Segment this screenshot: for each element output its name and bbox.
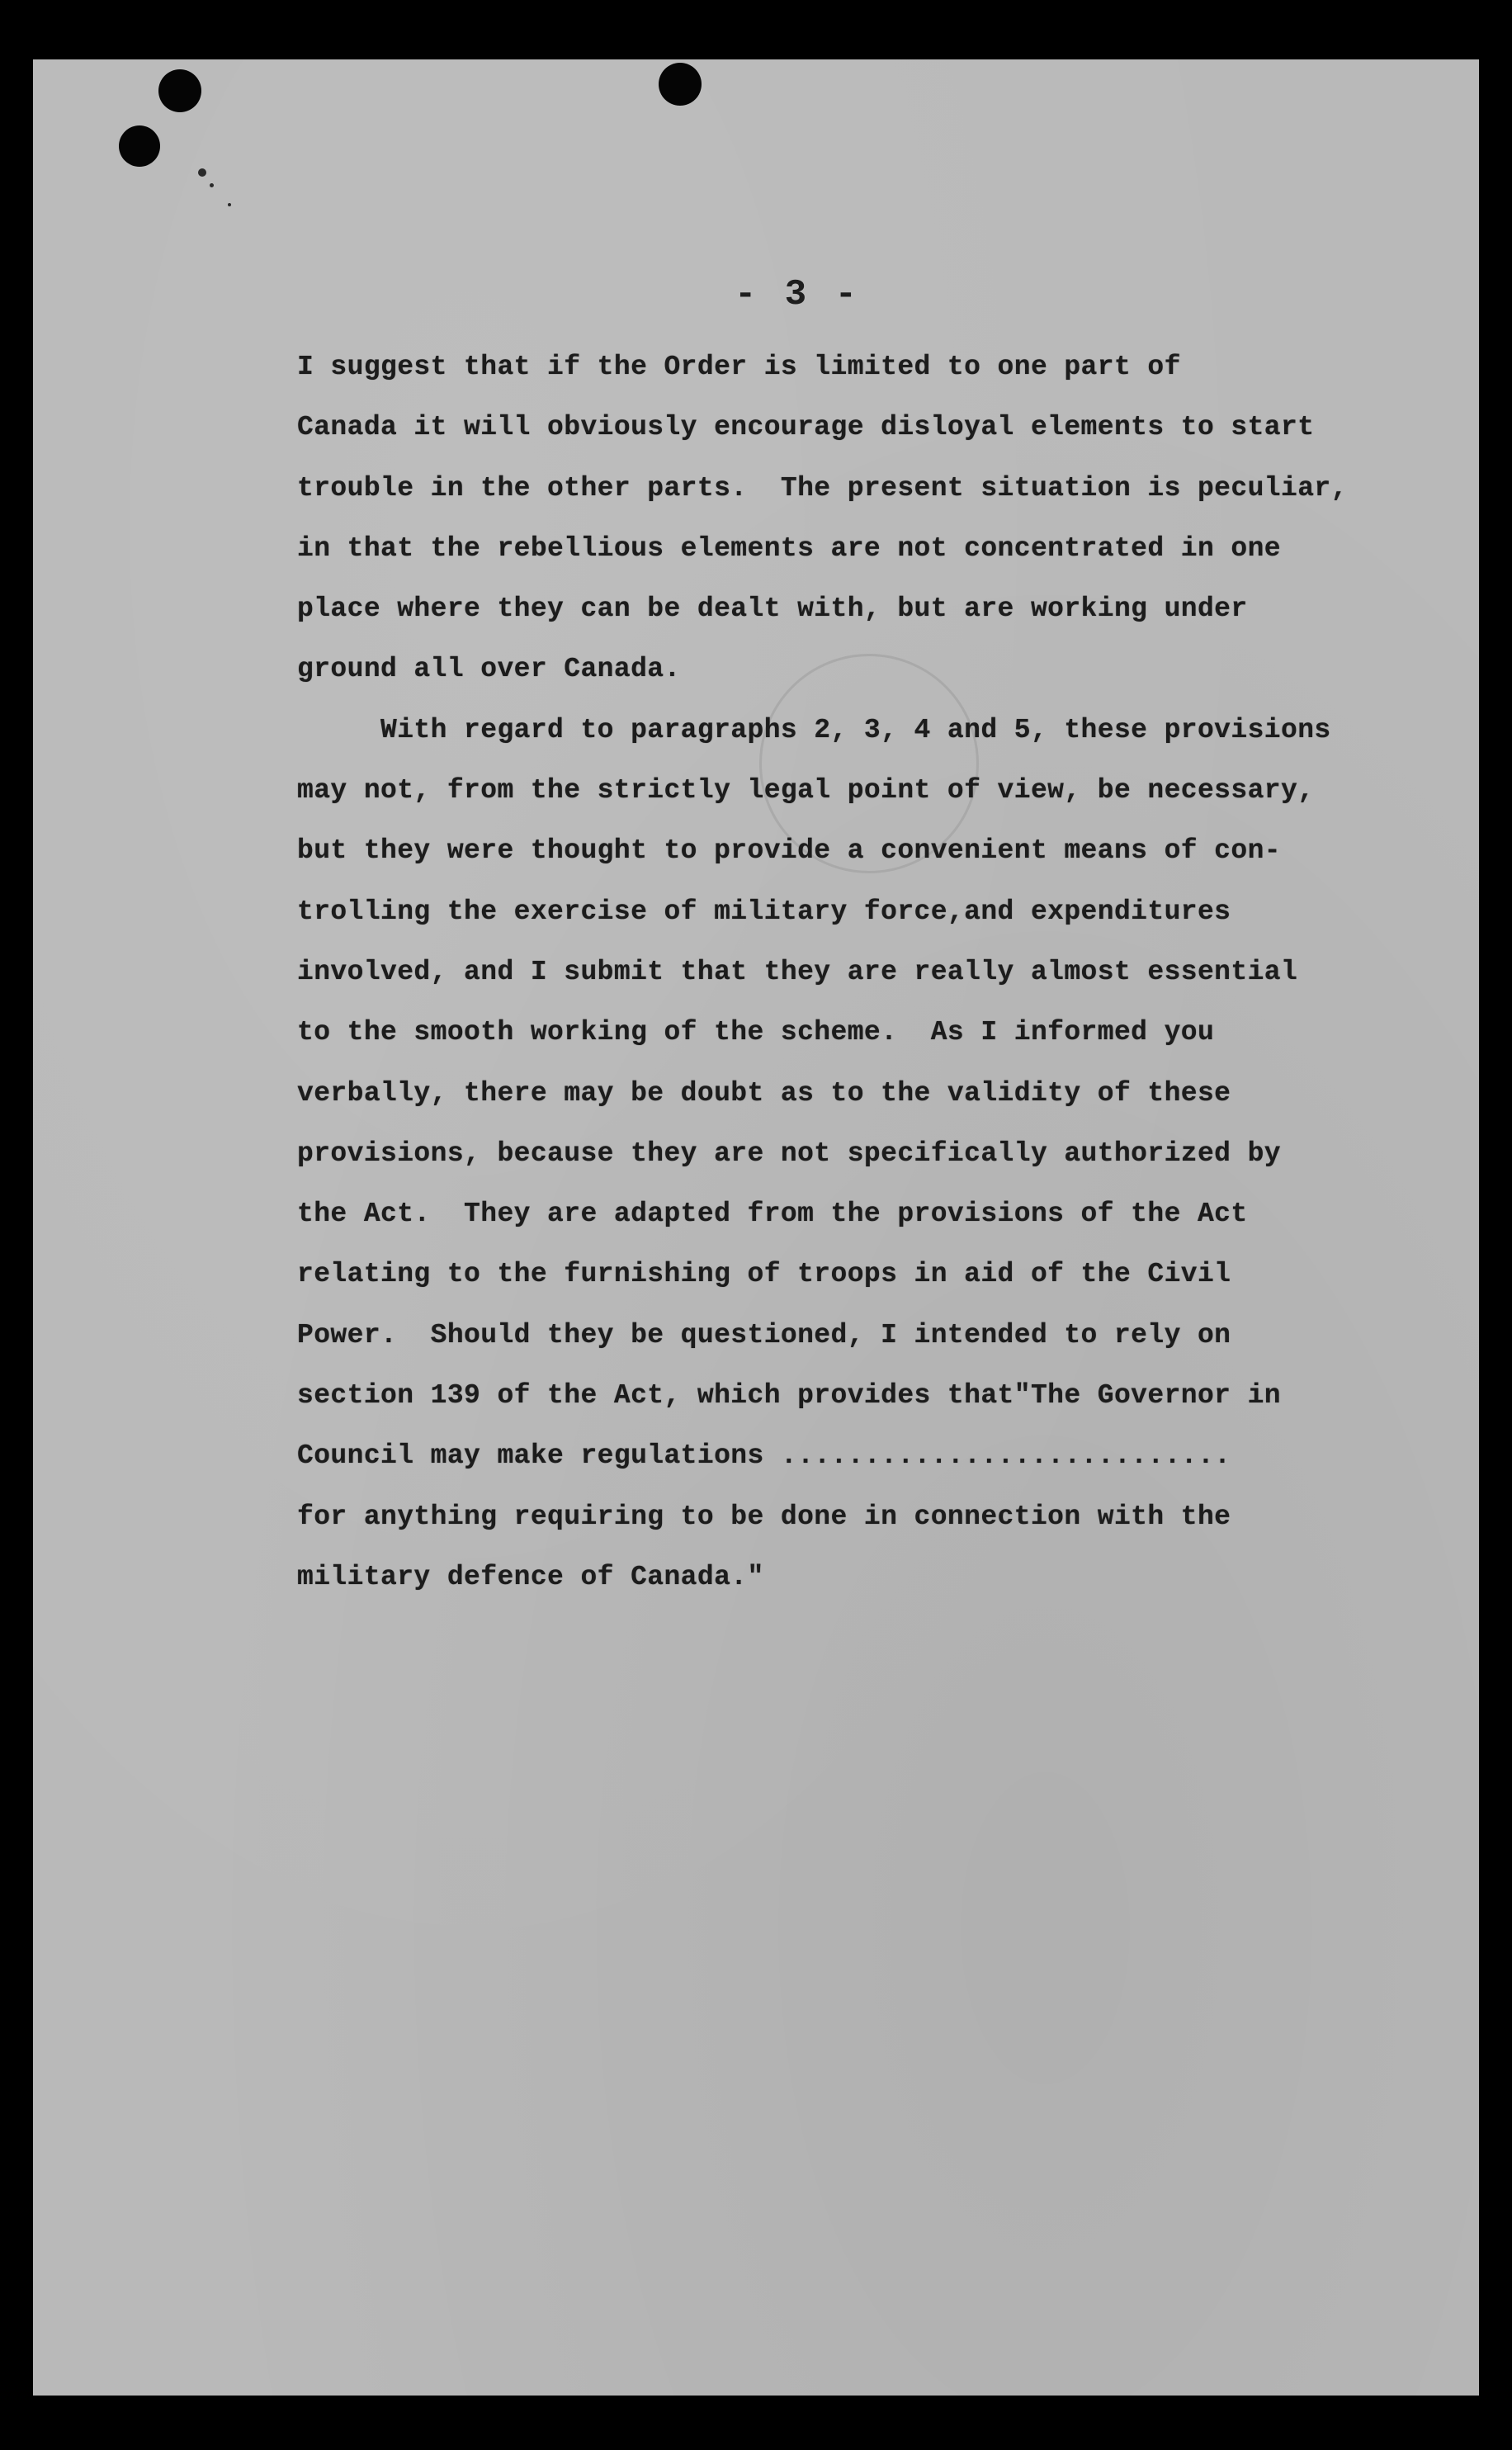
text-line: Canada it will obviously encourage disloyal elements to start (297, 412, 1315, 443)
text-line: for anything requiring to be done in connection with the (297, 1501, 1231, 1532)
ink-speck (198, 168, 206, 177)
text-line: the Act. They are adapted from the provisions of the Act (297, 1199, 1248, 1230)
ink-speck (210, 183, 214, 187)
text-line: to the smooth working of the scheme. As I informed you (297, 1017, 1215, 1048)
typed-letter-body (297, 337, 1486, 1607)
text-line: With regard to paragraphs 2, 3, 4 and 5, these provisions (297, 714, 1331, 745)
punch-hole-left (119, 125, 160, 167)
text-line: ground all over Canada. (297, 654, 681, 685)
punch-hole-top-center (659, 63, 702, 106)
text-line: but they were thought to provide a convenient means of con- (297, 835, 1281, 867)
text-line: I suggest that if the Order is limited to one part of (297, 352, 1181, 382)
text-line: trolling the exercise of military force,and expenditures (297, 896, 1231, 927)
text-line: trouble in the other parts. The present situation is peculiar, (297, 472, 1348, 504)
text-line: section 139 of the Act, which provides that"The Governor in (297, 1380, 1281, 1412)
ink-speck (228, 203, 231, 206)
text-line: may not, from the strictly legal point of view, be necessary, (297, 775, 1315, 806)
text-line: involved, and I submit that they are really almost essential (297, 956, 1298, 987)
text-line: Council may make regulations ........................... (297, 1440, 1231, 1472)
text-line: provisions, because they are not specifically authorized by (297, 1138, 1281, 1169)
page-number: - 3 - (734, 274, 861, 315)
text-line: in that the rebellious elements are not concentrated in one (297, 532, 1281, 564)
punch-hole-top-left (158, 69, 201, 112)
text-line: relating to the furnishing of troops in aid of the Civil (297, 1259, 1231, 1290)
text-line: place where they can be dealt with, but are working under (297, 594, 1248, 625)
text-line: military defence of Canada." (297, 1561, 764, 1592)
text-line: verbally, there may be doubt as to the validity of these (297, 1077, 1231, 1109)
text-line: Power. Should they be questioned, I intended to rely on (297, 1319, 1231, 1350)
